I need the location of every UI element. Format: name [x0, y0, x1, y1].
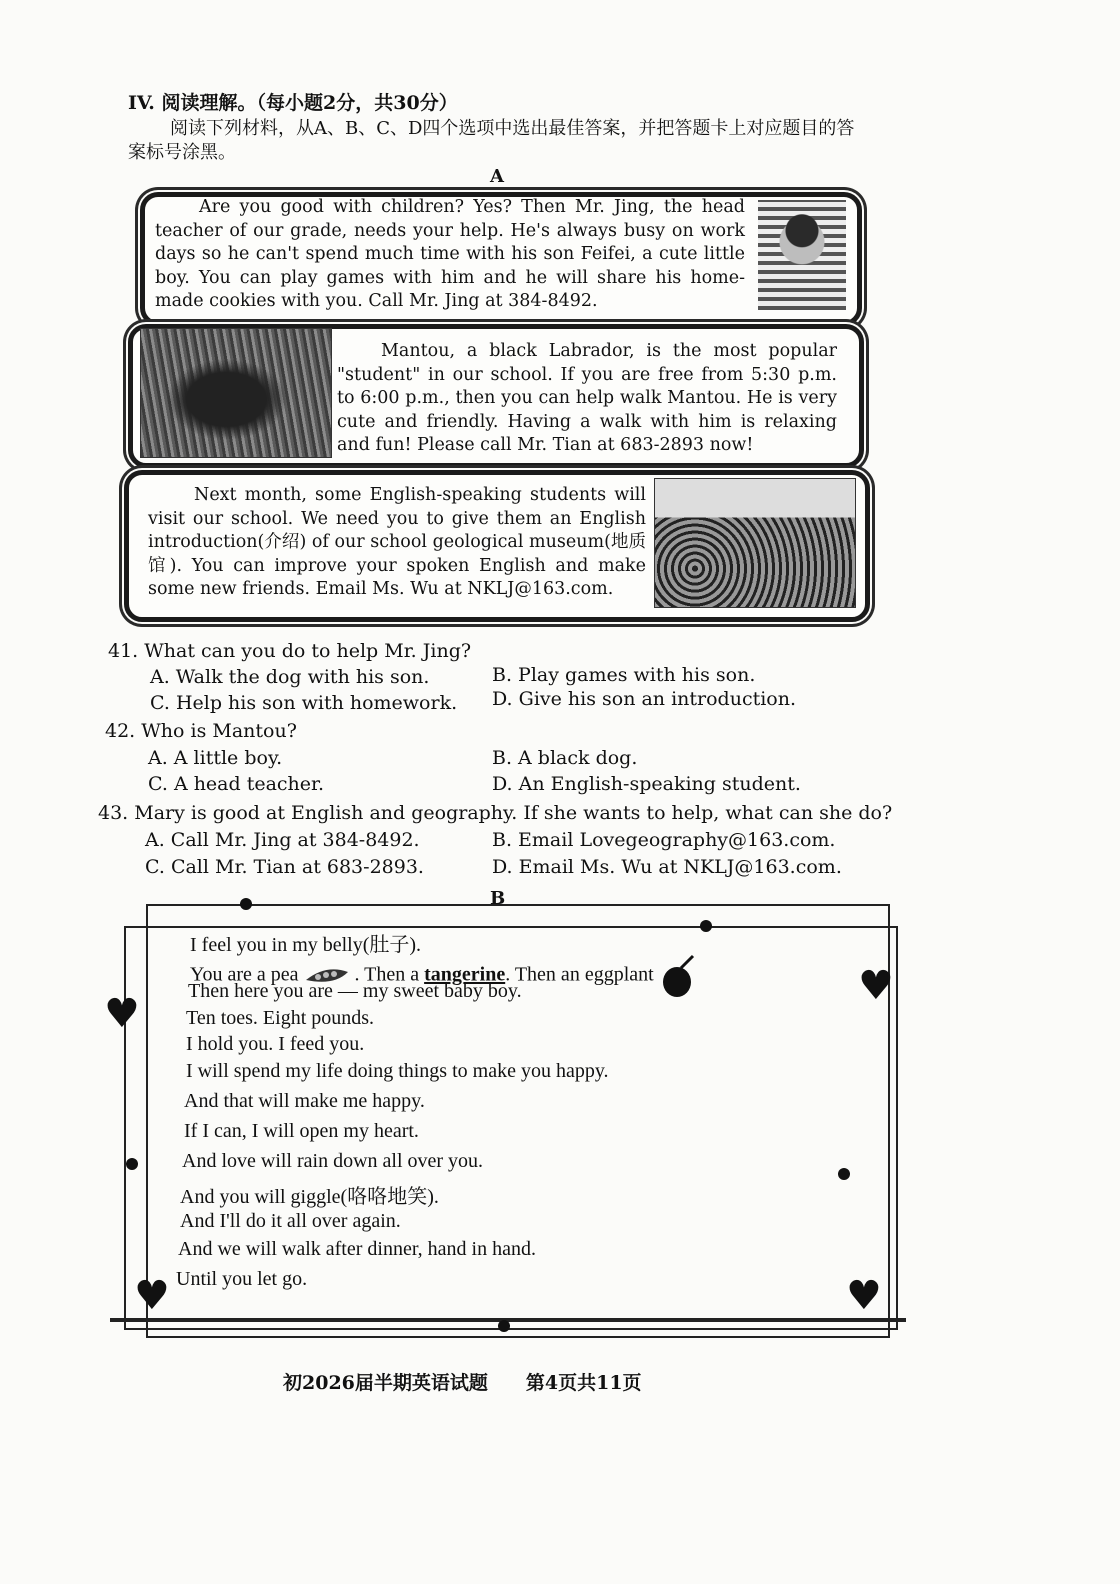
poem-line-10: And you will giggle(咯咯地笑). [180, 1186, 439, 1208]
boy-photo [758, 200, 846, 310]
poem-line-8: If I can, I will open my heart. [184, 1120, 419, 1142]
question-43-option-a: A. Call Mr. Jing at 384-8492. [145, 829, 420, 851]
eggplant-icon [659, 954, 699, 998]
passage-b-letter: B [490, 888, 506, 909]
question-43-stem: 43. Mary is good at English and geography. If she wants to help, what can she do? [98, 802, 893, 824]
students-photo [654, 478, 856, 608]
question-42-option-b: B. A black dog. [492, 747, 638, 769]
instruction-line-1: 阅读下列材料，从A、B、C、D四个选项中选出最佳答案，并把答题卡上对应题目的答 [170, 118, 855, 139]
poem-line-4: Ten toes. Eight pounds. [186, 1007, 375, 1029]
heart-decoration-bottom-left: ♥ [134, 1273, 170, 1319]
frame-bead [240, 898, 252, 910]
instruction-line-2: 案标号涂黑。 [128, 142, 236, 163]
question-43-option-c: C. Call Mr. Tian at 683-2893. [145, 856, 424, 878]
dog-photo [140, 328, 332, 458]
heart-decoration-right: ♥ [858, 963, 894, 1009]
poem-line-6: I will spend my life doing things to make you happy. [186, 1060, 609, 1082]
poem-line-12: And we will walk after dinner, hand in hand. [178, 1238, 536, 1260]
frame-bead [498, 1320, 510, 1332]
poem-line-2-mid: . Then a [354, 963, 420, 986]
poem-line-5: I hold you. I feed you. [186, 1033, 365, 1055]
section-title: IV. 阅读理解。（每小题2分，共30分） [128, 92, 458, 114]
question-41-option-d: D. Give his son an introduction. [492, 688, 797, 710]
ad-text-mr-jing: Are you good with children? Yes? Then Mr. Jing, the head teacher of our grade, needs your help. He's always busy on work days so he can't spend much time with his son Feifei, a cute little boy. You can play games with him and he will share his home-made cookies with you. Call Mr. Jing at 384-8492. [155, 197, 745, 311]
passage-a-letter: A [490, 166, 504, 187]
ad-text-mantou: Mantou, a black Labrador, is the most popular "student" in our school. If you are free from 5:30 p.m. to 6:00 p.m., then you can help walk Mantou. He is very cute and friendly. Having a walk with him is relaxing and fun! Please call Mr. Tian at 683-2893 now! [337, 341, 837, 455]
poem-line-2-start: You are a pea [190, 963, 299, 986]
poem-line-13: Until you let go. [176, 1268, 308, 1290]
frame-bead [700, 920, 712, 932]
poem-line-11: And I'll do it all over again. [180, 1210, 401, 1232]
ad-text-ms-wu: Next month, some English-speaking students will visit our school. We need you to give them an English introduction(介绍) of our school geological museum(地质馆). You can improve your spoken English and make some new friends. Email Ms. Wu at NKLJ@163.com. [148, 485, 646, 599]
question-41-option-c: C. Help his son with homework. [150, 692, 458, 714]
poem-line-7: And that will make me happy. [184, 1090, 425, 1112]
frame-bead [838, 1168, 850, 1180]
tangerine-word: tangerine [424, 963, 506, 986]
heart-decoration-bottom-right: ♥ [846, 1273, 882, 1319]
question-43-option-b: B. Email Lovegeography@163.com. [492, 829, 836, 851]
question-42-stem: 42. Who is Mantou? [105, 720, 297, 742]
question-42-option-c: C. A head teacher. [148, 773, 325, 795]
poem-line-2-end: . Then an eggplant [505, 963, 654, 986]
question-42-option-a: A. A little boy. [148, 747, 283, 769]
question-41-option-a: A. Walk the dog with his son. [150, 666, 430, 688]
heart-decoration-left: ♥ [104, 991, 140, 1037]
page-footer: 初2026届半期英语试题 第4页共11页 [283, 1372, 642, 1394]
poem-line-1: I feel you in my belly(肚子). [190, 934, 422, 956]
question-43-option-d: D. Email Ms. Wu at NKLJ@163.com. [492, 856, 842, 878]
question-41-stem: 41. What can you do to help Mr. Jing? [108, 640, 472, 662]
question-41-option-b: B. Play games with his son. [492, 664, 756, 686]
question-42-option-d: D. An English-speaking student. [492, 773, 801, 795]
poem-line-9: And love will rain down all over you. [182, 1150, 484, 1172]
frame-bead [126, 1158, 138, 1170]
poem-line-3: Then here you are — my sweet baby boy. [188, 980, 522, 1002]
